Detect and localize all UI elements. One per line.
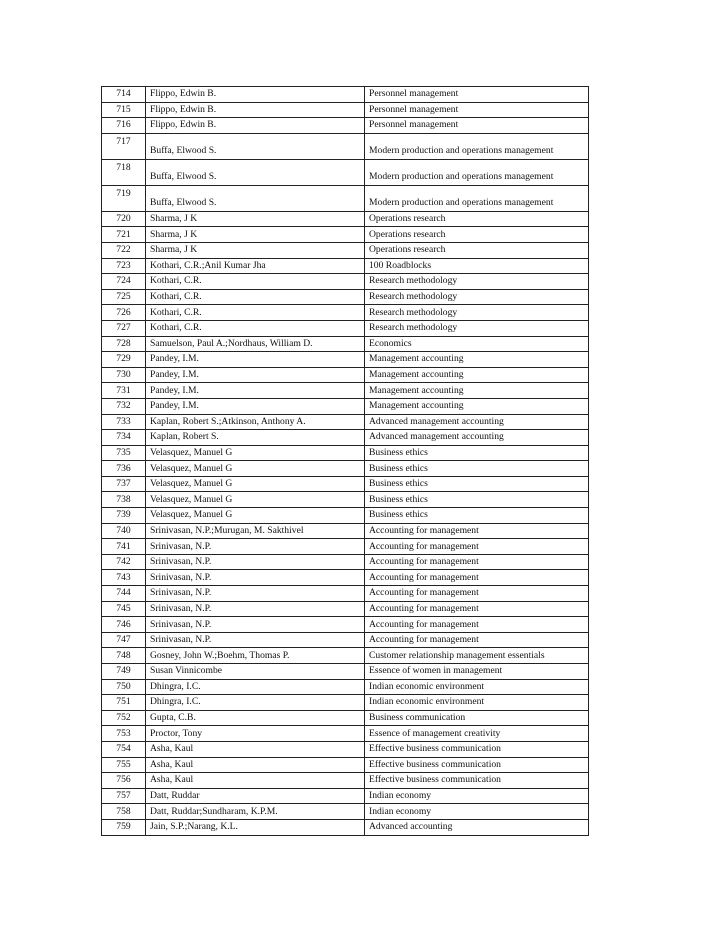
author-cell: Kothari, C.R.;Anil Kumar Jha [146, 258, 365, 274]
table-row [102, 242, 589, 258]
author-cell: Flippo, Edwin B. [146, 118, 365, 134]
author-cell: Srinivasan, N.P. [146, 601, 365, 617]
table-row [102, 159, 589, 185]
author-cell: Velasquez, Manuel G [146, 476, 365, 492]
table-row [102, 664, 589, 680]
author-cell: Jain, S.P.;Narang, K.L. [146, 819, 365, 835]
author-cell: Velasquez, Manuel G [146, 445, 365, 461]
author-cell: Pandey, I.M. [146, 367, 365, 383]
table-row [102, 211, 589, 227]
title-cell: Indian economy [365, 788, 589, 804]
table-row [102, 445, 589, 461]
table-row [102, 305, 589, 321]
title-cell: Business ethics [365, 445, 589, 461]
title-cell: Accounting for management [365, 570, 589, 586]
row-number-cell: 751 [102, 695, 146, 711]
table-row [102, 118, 589, 134]
table-row [102, 258, 589, 274]
row-number-cell: 727 [102, 320, 146, 336]
title-cell: 100 Roadblocks [365, 258, 589, 274]
row-number-cell: 734 [102, 430, 146, 446]
title-cell: Effective business communication [365, 741, 589, 757]
author-cell: Srinivasan, N.P. [146, 570, 365, 586]
title-cell: Personnel management [365, 87, 589, 103]
row-number-cell: 746 [102, 617, 146, 633]
table-row [102, 695, 589, 711]
row-number-cell: 738 [102, 492, 146, 508]
table-row [102, 523, 589, 539]
title-cell: Accounting for management [365, 632, 589, 648]
title-cell: Accounting for management [365, 617, 589, 633]
row-number-cell: 732 [102, 398, 146, 414]
table-row [102, 710, 589, 726]
title-cell: Accounting for management [365, 539, 589, 555]
author-cell: Buffa, Elwood S. [146, 133, 365, 159]
row-number-cell: 743 [102, 570, 146, 586]
title-cell: Management accounting [365, 352, 589, 368]
title-cell: Advanced management accounting [365, 430, 589, 446]
row-number-cell: 750 [102, 679, 146, 695]
row-number-cell: 731 [102, 383, 146, 399]
title-cell: Operations research [365, 227, 589, 243]
author-cell: Kaplan, Robert S. [146, 430, 365, 446]
table-row [102, 679, 589, 695]
table-row [102, 539, 589, 555]
title-cell: Research methodology [365, 320, 589, 336]
author-cell: Datt, Ruddar;Sundharam, K.P.M. [146, 804, 365, 820]
author-cell: Asha, Kaul [146, 773, 365, 789]
author-cell: Asha, Kaul [146, 741, 365, 757]
title-cell: Effective business communication [365, 757, 589, 773]
author-cell: Kothari, C.R. [146, 289, 365, 305]
author-cell: Srinivasan, N.P.;Murugan, M. Sakthivel [146, 523, 365, 539]
title-cell: Advanced accounting [365, 819, 589, 835]
row-number-cell: 736 [102, 461, 146, 477]
title-cell: Accounting for management [365, 554, 589, 570]
title-cell: Accounting for management [365, 601, 589, 617]
author-cell: Flippo, Edwin B. [146, 87, 365, 103]
title-cell: Business communication [365, 710, 589, 726]
author-cell: Asha, Kaul [146, 757, 365, 773]
row-number-cell: 742 [102, 554, 146, 570]
row-number-cell: 755 [102, 757, 146, 773]
table-row [102, 336, 589, 352]
table-row [102, 133, 589, 159]
row-number-cell: 715 [102, 102, 146, 118]
author-cell: Samuelson, Paul A.;Nordhaus, William D. [146, 336, 365, 352]
row-number-cell: 758 [102, 804, 146, 820]
title-cell: Economics [365, 336, 589, 352]
row-number-cell: 740 [102, 523, 146, 539]
author-cell: Pandey, I.M. [146, 352, 365, 368]
author-cell: Sharma, J K [146, 227, 365, 243]
row-number-cell: 729 [102, 352, 146, 368]
author-cell: Kothari, C.R. [146, 320, 365, 336]
title-cell: Accounting for management [365, 523, 589, 539]
row-number-cell: 720 [102, 211, 146, 227]
row-number-cell: 752 [102, 710, 146, 726]
table-row [102, 383, 589, 399]
table-row [102, 492, 589, 508]
table-row [102, 632, 589, 648]
row-number-cell: 733 [102, 414, 146, 430]
title-cell: Research methodology [365, 274, 589, 290]
title-cell: Modern production and operations management [365, 133, 589, 159]
title-cell: Research methodology [365, 305, 589, 321]
row-number-cell: 724 [102, 274, 146, 290]
row-number-cell: 739 [102, 508, 146, 524]
title-cell: Personnel management [365, 118, 589, 134]
table-row [102, 617, 589, 633]
row-number-cell: 716 [102, 118, 146, 134]
table-row [102, 461, 589, 477]
title-cell: Operations research [365, 242, 589, 258]
table-row [102, 398, 589, 414]
title-cell: Business ethics [365, 508, 589, 524]
table-row [102, 289, 589, 305]
author-cell: Flippo, Edwin B. [146, 102, 365, 118]
table-row [102, 554, 589, 570]
title-cell: Management accounting [365, 398, 589, 414]
table-row [102, 726, 589, 742]
author-cell: Srinivasan, N.P. [146, 554, 365, 570]
title-cell: Business ethics [365, 476, 589, 492]
table-row [102, 788, 589, 804]
table-row [102, 102, 589, 118]
table-row [102, 320, 589, 336]
row-number-cell: 730 [102, 367, 146, 383]
row-number-cell: 728 [102, 336, 146, 352]
table-row [102, 274, 589, 290]
table-row [102, 367, 589, 383]
author-cell: Dhingra, I.C. [146, 695, 365, 711]
table-row [102, 508, 589, 524]
table-row [102, 586, 589, 602]
table-row [102, 430, 589, 446]
author-cell: Susan Vinnicombe [146, 664, 365, 680]
author-cell: Kothari, C.R. [146, 274, 365, 290]
table-row [102, 648, 589, 664]
row-number-cell: 722 [102, 242, 146, 258]
table-row [102, 185, 589, 211]
table-row [102, 741, 589, 757]
row-number-cell: 749 [102, 664, 146, 680]
table-row [102, 819, 589, 835]
row-number-cell: 714 [102, 87, 146, 103]
author-cell: Gupta, C.B. [146, 710, 365, 726]
title-cell: Effective business communication [365, 773, 589, 789]
author-cell: Velasquez, Manuel G [146, 461, 365, 477]
row-number-cell: 753 [102, 726, 146, 742]
row-number-cell: 737 [102, 476, 146, 492]
author-cell: Sharma, J K [146, 242, 365, 258]
book-list-table [101, 86, 589, 836]
table-row [102, 570, 589, 586]
table-row [102, 476, 589, 492]
table-row [102, 601, 589, 617]
row-number-cell: 718 [102, 159, 146, 185]
title-cell: Indian economic environment [365, 695, 589, 711]
title-cell: Business ethics [365, 492, 589, 508]
row-number-cell: 741 [102, 539, 146, 555]
table-row [102, 352, 589, 368]
author-cell: Pandey, I.M. [146, 398, 365, 414]
row-number-cell: 726 [102, 305, 146, 321]
title-cell: Modern production and operations management [365, 159, 589, 185]
title-cell: Advanced management accounting [365, 414, 589, 430]
author-cell: Buffa, Elwood S. [146, 185, 365, 211]
row-number-cell: 719 [102, 185, 146, 211]
title-cell: Accounting for management [365, 586, 589, 602]
author-cell: Proctor, Tony [146, 726, 365, 742]
title-cell: Modern production and operations management [365, 185, 589, 211]
author-cell: Srinivasan, N.P. [146, 617, 365, 633]
table-row [102, 414, 589, 430]
row-number-cell: 757 [102, 788, 146, 804]
author-cell: Srinivasan, N.P. [146, 632, 365, 648]
author-cell: Gosney, John W.;Boehm, Thomas P. [146, 648, 365, 664]
author-cell: Srinivasan, N.P. [146, 539, 365, 555]
row-number-cell: 756 [102, 773, 146, 789]
title-cell: Essence of management creativity [365, 726, 589, 742]
row-number-cell: 748 [102, 648, 146, 664]
title-cell: Customer relationship management essentials [365, 648, 589, 664]
title-cell: Operations research [365, 211, 589, 227]
title-cell: Indian economy [365, 804, 589, 820]
row-number-cell: 754 [102, 741, 146, 757]
title-cell: Research methodology [365, 289, 589, 305]
title-cell: Management accounting [365, 383, 589, 399]
row-number-cell: 744 [102, 586, 146, 602]
table-row [102, 773, 589, 789]
title-cell: Business ethics [365, 461, 589, 477]
author-cell: Velasquez, Manuel G [146, 492, 365, 508]
title-cell: Essence of women in management [365, 664, 589, 680]
author-cell: Srinivasan, N.P. [146, 586, 365, 602]
author-cell: Sharma, J K [146, 211, 365, 227]
author-cell: Pandey, I.M. [146, 383, 365, 399]
table-row [102, 87, 589, 103]
row-number-cell: 723 [102, 258, 146, 274]
title-cell: Personnel management [365, 102, 589, 118]
row-number-cell: 735 [102, 445, 146, 461]
table-row [102, 227, 589, 243]
row-number-cell: 717 [102, 133, 146, 159]
row-number-cell: 747 [102, 632, 146, 648]
author-cell: Velasquez, Manuel G [146, 508, 365, 524]
row-number-cell: 745 [102, 601, 146, 617]
row-number-cell: 725 [102, 289, 146, 305]
author-cell: Dhingra, I.C. [146, 679, 365, 695]
table-body [102, 87, 589, 836]
author-cell: Kaplan, Robert S.;Atkinson, Anthony A. [146, 414, 365, 430]
row-number-cell: 759 [102, 819, 146, 835]
author-cell: Buffa, Elwood S. [146, 159, 365, 185]
row-number-cell: 721 [102, 227, 146, 243]
author-cell: Kothari, C.R. [146, 305, 365, 321]
table-row [102, 804, 589, 820]
title-cell: Management accounting [365, 367, 589, 383]
table-row [102, 757, 589, 773]
author-cell: Datt, Ruddar [146, 788, 365, 804]
title-cell: Indian economic environment [365, 679, 589, 695]
